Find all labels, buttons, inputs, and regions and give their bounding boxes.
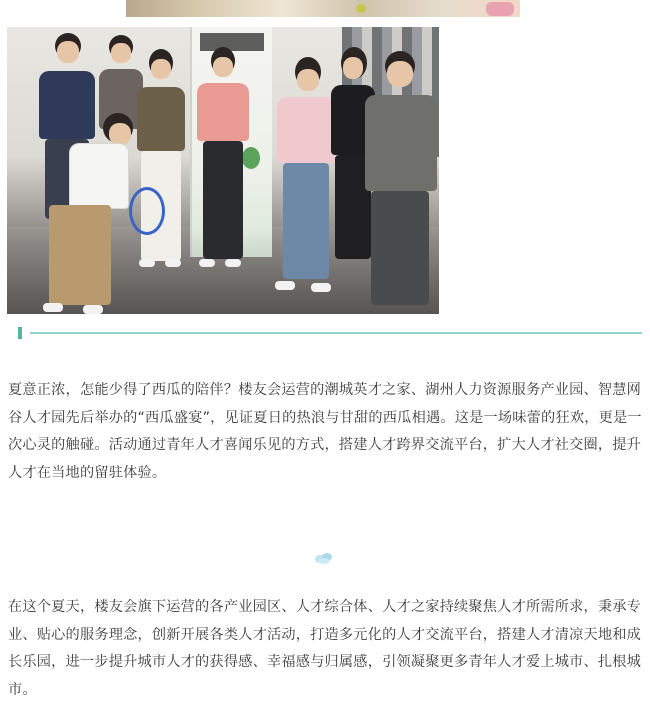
small-decoration-icon [313,551,335,565]
event-photo [7,27,439,314]
article-paragraph-1: 夏意正浓，怎能少得了西瓜的陪伴？楼友会运营的潮城英才之家、湖州人力资源服务产业园、智慧网谷人才园先后举办的“西瓜盛宴”，见证夏日的热浪与甘甜的西瓜相遇。这是一场味蕾的狂欢，更是一次心灵的触碰。活动通过青年人才喜闻乐见的方式，搭建人才跨界交流平台，扩大人才社交圈，提升人才在当地的留驻体验。 [8,382,642,481]
photo-person [135,49,187,269]
photo-detail [356,4,366,13]
article-paragraph-2: 在这个夏天，楼友会旗下运营的各产业园区、人才综合体、人才之家持续聚焦人才所需所求，秉承专业、贴心的服务理念，创新开展各类人才活动，打造多元化的人才交流平台，搭建人才清凉天地和成长乐园，进一步提升城市人才的获得感、幸福感与归属感，引领凝聚更多青年人才爱上城市、扎根城市。 [8,599,642,698]
photo-detail [486,2,514,16]
photo-person [193,47,253,267]
photo-person [43,113,139,314]
top-photo-strip [126,0,520,17]
divider-line [30,332,642,334]
photo-person [359,51,439,314]
divider-accent-bar [18,327,22,339]
ring-toss-hoop [129,187,165,235]
section-divider [18,327,642,339]
